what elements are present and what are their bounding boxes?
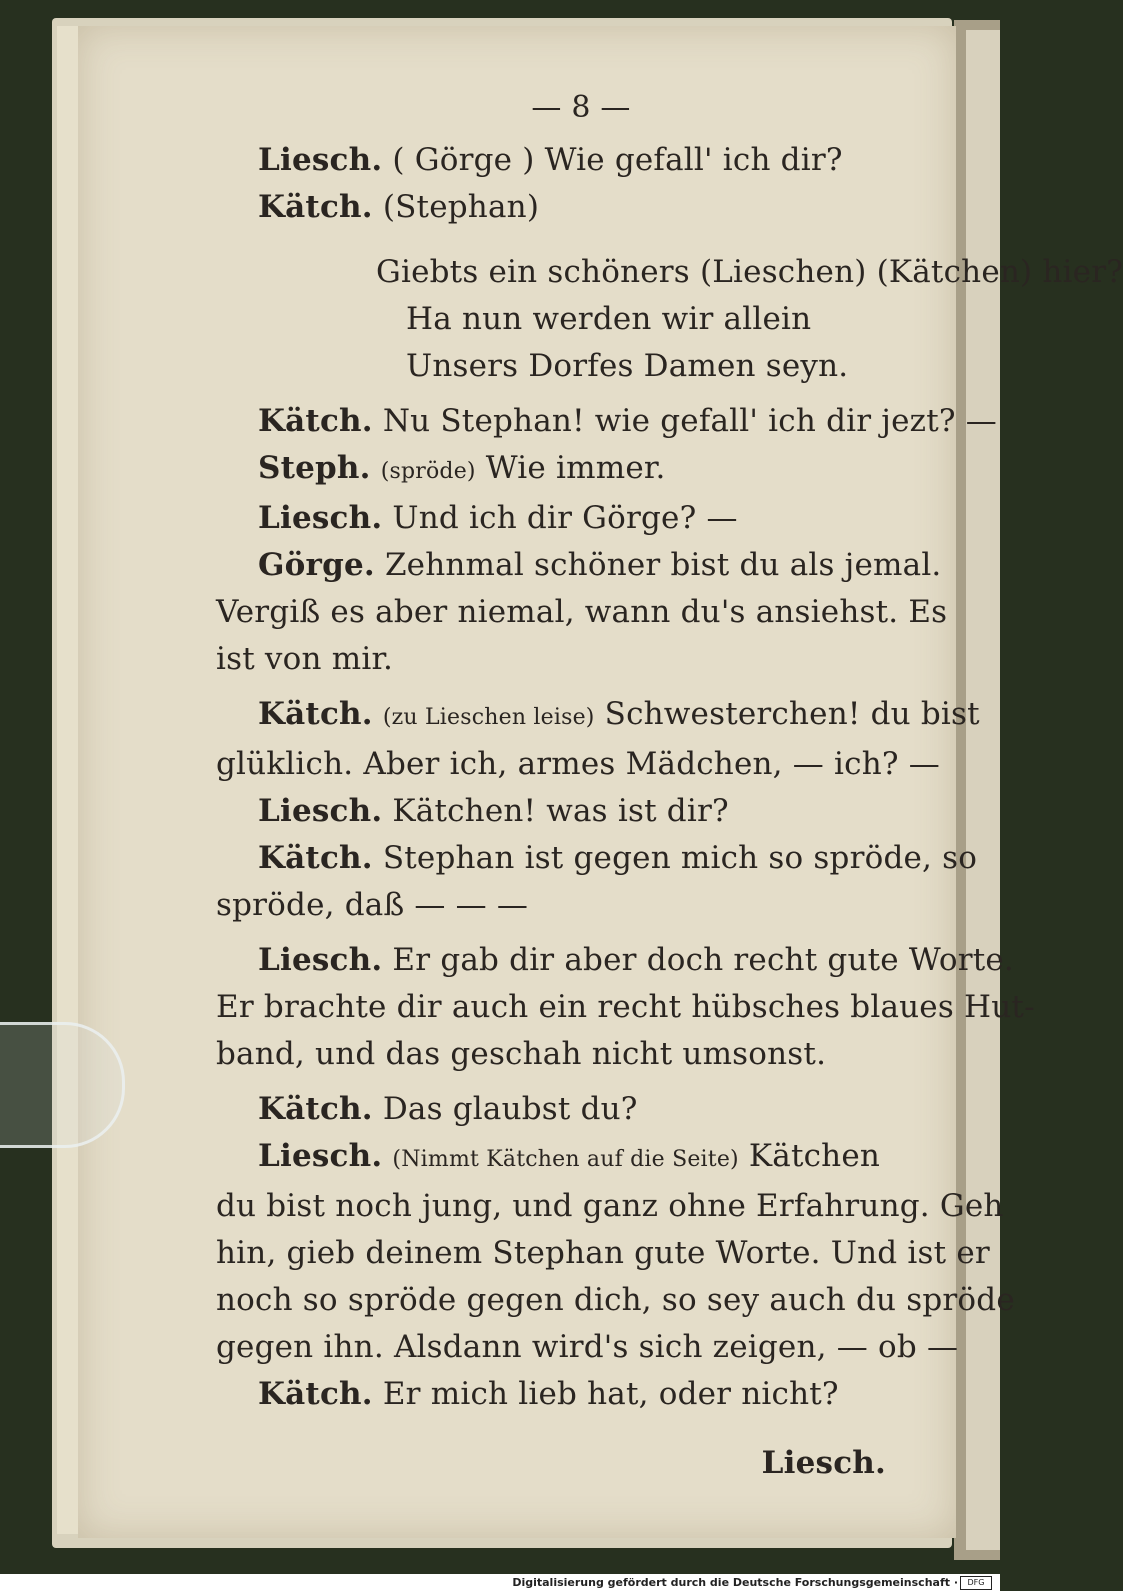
text-line-25 bbox=[216, 1324, 959, 1371]
speaker-label: Kätch. bbox=[258, 840, 373, 876]
speaker-label: Liesch. bbox=[258, 500, 383, 536]
dfg-logo: DFG bbox=[960, 1576, 992, 1590]
text-line-8 bbox=[216, 495, 886, 542]
page-text bbox=[216, 84, 1123, 1487]
page-number: — 8 — bbox=[531, 90, 631, 125]
footer-credit: Digitalisierung gefördert durch die Deutsche Forschungsgemeinschaft · bbox=[512, 1576, 958, 1589]
text-line-1 bbox=[216, 137, 886, 184]
text-line-21 bbox=[216, 1133, 886, 1183]
text-line-5 bbox=[216, 343, 886, 390]
speaker-label: Kätch. bbox=[258, 1091, 373, 1127]
catchword: Liesch. bbox=[761, 1445, 886, 1481]
dialogue-text: Und ich dir Görge? — bbox=[392, 500, 738, 536]
dialogue-text: glüklich. Aber ich, armes Mädchen, — ich? — bbox=[216, 746, 940, 782]
speaker-label: Kätch. bbox=[258, 1376, 373, 1412]
dialogue-text: du bist noch jung, und ganz ohne Erfahrung. Geh bbox=[216, 1188, 1004, 1224]
dialogue-text: noch so spröde gegen dich, so sey auch du spröde bbox=[216, 1282, 1015, 1318]
speaker-label: Görge. bbox=[258, 547, 375, 583]
text-line-7 bbox=[216, 445, 886, 495]
text-line-4 bbox=[216, 296, 886, 343]
dialogue-text: spröde, daß — — — bbox=[216, 887, 529, 923]
text-line-26 bbox=[216, 1371, 886, 1418]
speaker-label: Liesch. bbox=[258, 793, 383, 829]
text-line-24 bbox=[216, 1277, 1015, 1324]
dialogue-text: hin, gieb deinem Stephan gute Worte. Und ist er bbox=[216, 1235, 990, 1271]
text-line-9 bbox=[216, 542, 942, 589]
verse-text: Ha nun werden wir allein bbox=[406, 301, 812, 337]
speaker-label: Kätch. bbox=[258, 403, 373, 439]
dialogue-text: gegen ihn. Alsdann wird's sich zeigen, — ob — bbox=[216, 1329, 959, 1365]
verse-text: Unsers Dorfes Damen seyn. bbox=[406, 348, 849, 384]
dialogue-text: Er brachte dir auch ein recht hübsches blaues Hut- bbox=[216, 989, 1035, 1025]
text-line-16 bbox=[216, 882, 886, 929]
text-line-23 bbox=[216, 1230, 990, 1277]
stage-direction: (spröde) bbox=[380, 459, 476, 484]
dialogue-text: ist von mir. bbox=[216, 641, 394, 677]
dialogue-text: Das glaubst du? bbox=[382, 1091, 638, 1127]
dialogue-text: Schwesterchen! du bist bbox=[604, 696, 980, 732]
speaker-label: Steph. bbox=[258, 450, 371, 486]
dialogue-text: Stephan ist gegen mich so spröde, so bbox=[382, 840, 978, 876]
dialogue-text: Er mich lieb hat, oder nicht? bbox=[382, 1376, 839, 1412]
dialogue-text: Wie immer. bbox=[485, 450, 666, 486]
dialogue-text: Kätchen bbox=[748, 1138, 881, 1174]
stage-direction: (Nimmt Kätchen auf die Seite) bbox=[392, 1147, 739, 1172]
speaker-label: Kätch. bbox=[258, 696, 373, 732]
text-line-20 bbox=[216, 1086, 886, 1133]
text-line-17 bbox=[216, 937, 1014, 984]
text-line-14 bbox=[216, 788, 886, 835]
dialogue-text: Zehnmal schöner bist du als jemal. bbox=[384, 547, 942, 583]
dialogue-text: (Stephan) bbox=[382, 189, 540, 225]
text-line-15 bbox=[216, 835, 978, 882]
dialogue-text: band, und das geschah nicht umsonst. bbox=[216, 1036, 827, 1072]
dialogue-text: Kätchen! was ist dir? bbox=[392, 793, 729, 829]
text-line-6 bbox=[216, 398, 997, 445]
dialogue-text: Er gab dir aber doch recht gute Worte. bbox=[392, 942, 1014, 978]
speaker-label: Liesch. bbox=[258, 1138, 383, 1174]
speaker-label: Liesch. bbox=[258, 942, 383, 978]
verse-text: Giebts ein schöners (Lieschen) (Kätchen) hier? bbox=[376, 254, 1123, 290]
text-line-10 bbox=[216, 589, 948, 636]
text-line-3 bbox=[216, 249, 1123, 296]
stage-direction: (zu Lieschen leise) bbox=[382, 705, 595, 730]
paper-clip bbox=[0, 1022, 125, 1148]
text-line-13 bbox=[216, 741, 940, 788]
text-line-11 bbox=[216, 636, 886, 683]
dialogue-text: Nu Stephan! wie gefall' ich dir jezt? — bbox=[382, 403, 997, 439]
speaker-label: Liesch. bbox=[258, 142, 383, 178]
text-line-18 bbox=[216, 984, 1035, 1031]
footer-bar bbox=[0, 1574, 1000, 1591]
text-line-2 bbox=[216, 184, 886, 231]
text-line-19 bbox=[216, 1031, 886, 1078]
speaker-label: Kätch. bbox=[258, 189, 373, 225]
text-line-22 bbox=[216, 1183, 1004, 1230]
dialogue-text: Vergiß es aber niemal, wann du's ansiehst. Es bbox=[216, 594, 948, 630]
text-line-12 bbox=[216, 691, 980, 741]
dialogue-text: ( Görge ) Wie gefall' ich dir? bbox=[392, 142, 843, 178]
